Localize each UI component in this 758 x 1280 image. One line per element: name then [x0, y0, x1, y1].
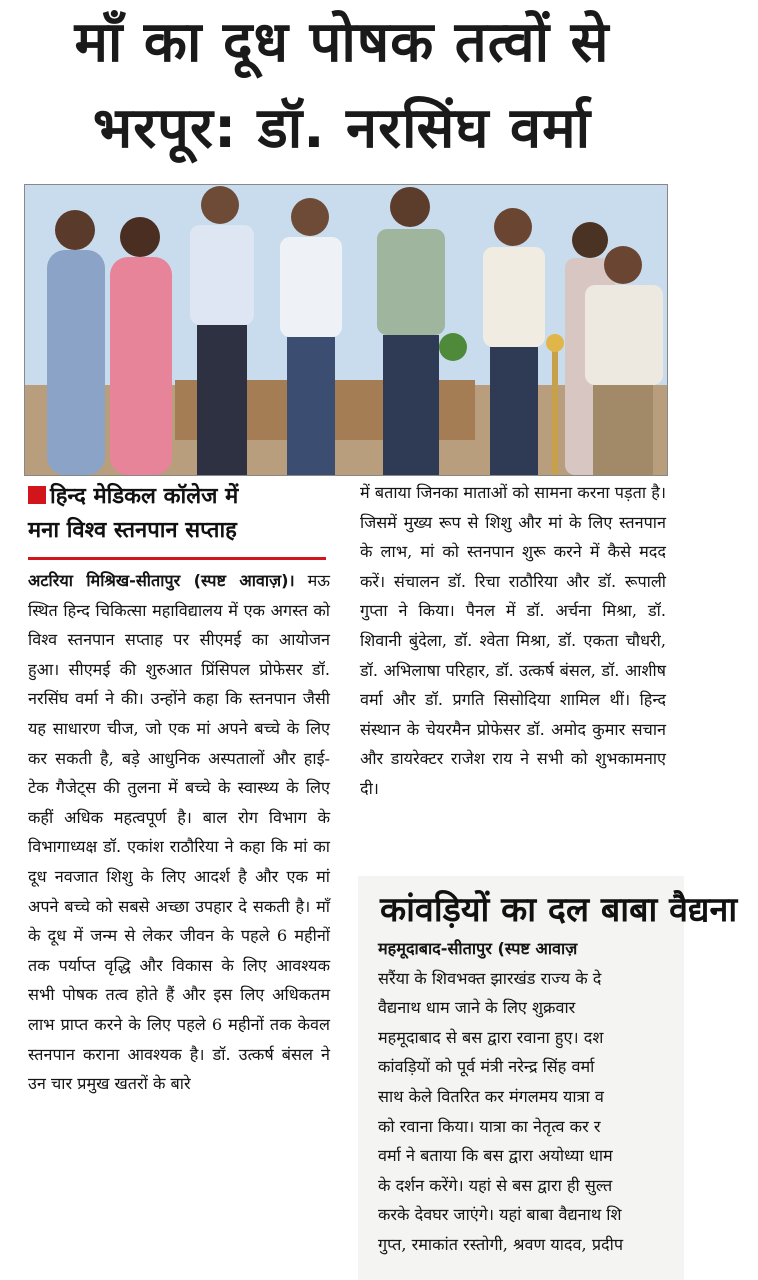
second-article-headline: कांवड़ियों का दल बाबा वैद्यना [380, 890, 738, 930]
article-body-part-2: में बताया जिनका माताओं को सामना करना पड़ता है। जिसमें मुख्य रूप से शिशु और मां के लिए स्तनपान के लाभ, मां को स्तनपान शुरू करने में कैसे मदद करें। संचालन डॉ. रिचा राठौरिया और डॉ. रूपाली गुप्ता ने किया। पैनल में डॉ. अर्चना मिश्रा, डॉ. शिवानी बुंदेला, डॉ. श्वेता मिश्रा, डॉ. एकता चौधरी, डॉ. अभिलाषा परिहार, डॉ. उत्कर्ष बंसल, डॉ. आशीष वर्मा और डॉ. प्रगति सिसोदिया शामिल थीं। हिन्द संस्थान के चेयरमैन प्रोफेसर डॉ. अमोद कुमार सचान और डायरेक्टर राजेश राय ने सभी को शुभकामनाए दी। [360, 483, 666, 798]
second-article-dateline: महमूदाबाद-सीतापुर (स्पष्ट आवाज़ [378, 939, 578, 958]
subheadline-line-2: मना विश्व स्तनपान सप्ताह [28, 518, 237, 543]
second-article-body [378, 934, 758, 1260]
news-photo [24, 184, 668, 476]
second-article-line: के दर्शन करेंगे। यहां से बस द्वारा ही सुल्त [378, 1175, 613, 1195]
second-article-line: वैद्यनाथ धाम जाने के लिए शुक्रवार [378, 998, 576, 1018]
second-article-line: करके देवघर जाएंगे। यहां बाबा वैद्यनाथ शि [378, 1205, 622, 1225]
article-subheadline [28, 480, 328, 548]
second-article-line: साथ केले वितरित कर मंगलमय यात्रा व [378, 1086, 604, 1106]
second-article [358, 876, 738, 1280]
second-article-line: सरैंया के शिवभक्त झारखंड राज्य के दे [378, 968, 602, 988]
article-column-2 [360, 478, 666, 870]
article-dateline: अटरिया मिश्रिख-सीतापुर (स्पष्ट आवाज़)। [28, 571, 295, 590]
main-headline [0, 0, 684, 182]
subheadline-line-1: हिन्द मेडिकल कॉलेज में [50, 484, 239, 509]
second-article-line: कांवड़ियों को पूर्व मंत्री नरेन्द्र सिंह वर्मा [378, 1057, 595, 1077]
group-photo-image [25, 185, 667, 475]
second-article-line: वर्मा ने बताया कि बस द्वारा अयोध्या धाम [378, 1146, 613, 1166]
headline-line-2: भरपूर: डॉ. नरसिंघ वर्मा [92, 96, 592, 161]
red-square-marker-icon [28, 486, 46, 504]
second-article-line: महमूदाबाद से बस द्वारा रवाना हुए। दश [378, 1027, 604, 1047]
article-body-part-1: मऊ स्थित हिन्द चिकित्सा महाविद्यालय में एक अगस्त को विश्व स्तनपान सप्ताह पर सीएमई का आयोजन हुआ। सीएमई की शुरुआत प्रिंसिपल प्रोफेसर डॉ. नरसिंघ वर्मा ने की। उन्होंने कहा कि स्तनपान जैसी यह साधारण चीज, जो एक मां अपने बच्चे के लिए कर सकती है, बड़े आधुनिक अस्पतालों और हाई-टेक गैजेट्स की तुलना में बच्चे के स्वास्थ्य के लिए कहीं अधिक महत्वपूर्ण है। बाल रोग विभाग के विभागाध्यक्ष डॉ. एकांश राठौरिया ने कहा कि मां का दूध नवजात शिशु के लिए आदर्श है और एक मां अपने बच्चे को सबसे अच्छा उपहार दे सकती है। माँ के दूध में जन्म से लेकर जीवन के पहले 6 महीनों तक पर्याप्त वृद्धि और विकास के लिए आवश्यक सभी पोषक तत्व होते हैं और इस लिए अधिकतम लाभ प्राप्त करने के लिए पहले 6 महीनों तक केवल स्तनपान कराना आवश्यक है। डॉ. उत्कर्ष बंसल ने उन चार प्रमुख खतरों के बारे [28, 571, 330, 1094]
second-article-line: को रवाना किया। यात्रा का नेतृत्व कर र [378, 1116, 601, 1136]
second-article-line: गुप्त, रमाकांत रस्तोगी, श्रवण यादव, प्रदीप [378, 1234, 624, 1254]
article-column-1 [28, 566, 330, 1270]
headline-line-1: माँ का दूध पोषक तत्वों से [74, 10, 610, 75]
red-divider-rule [28, 557, 326, 560]
